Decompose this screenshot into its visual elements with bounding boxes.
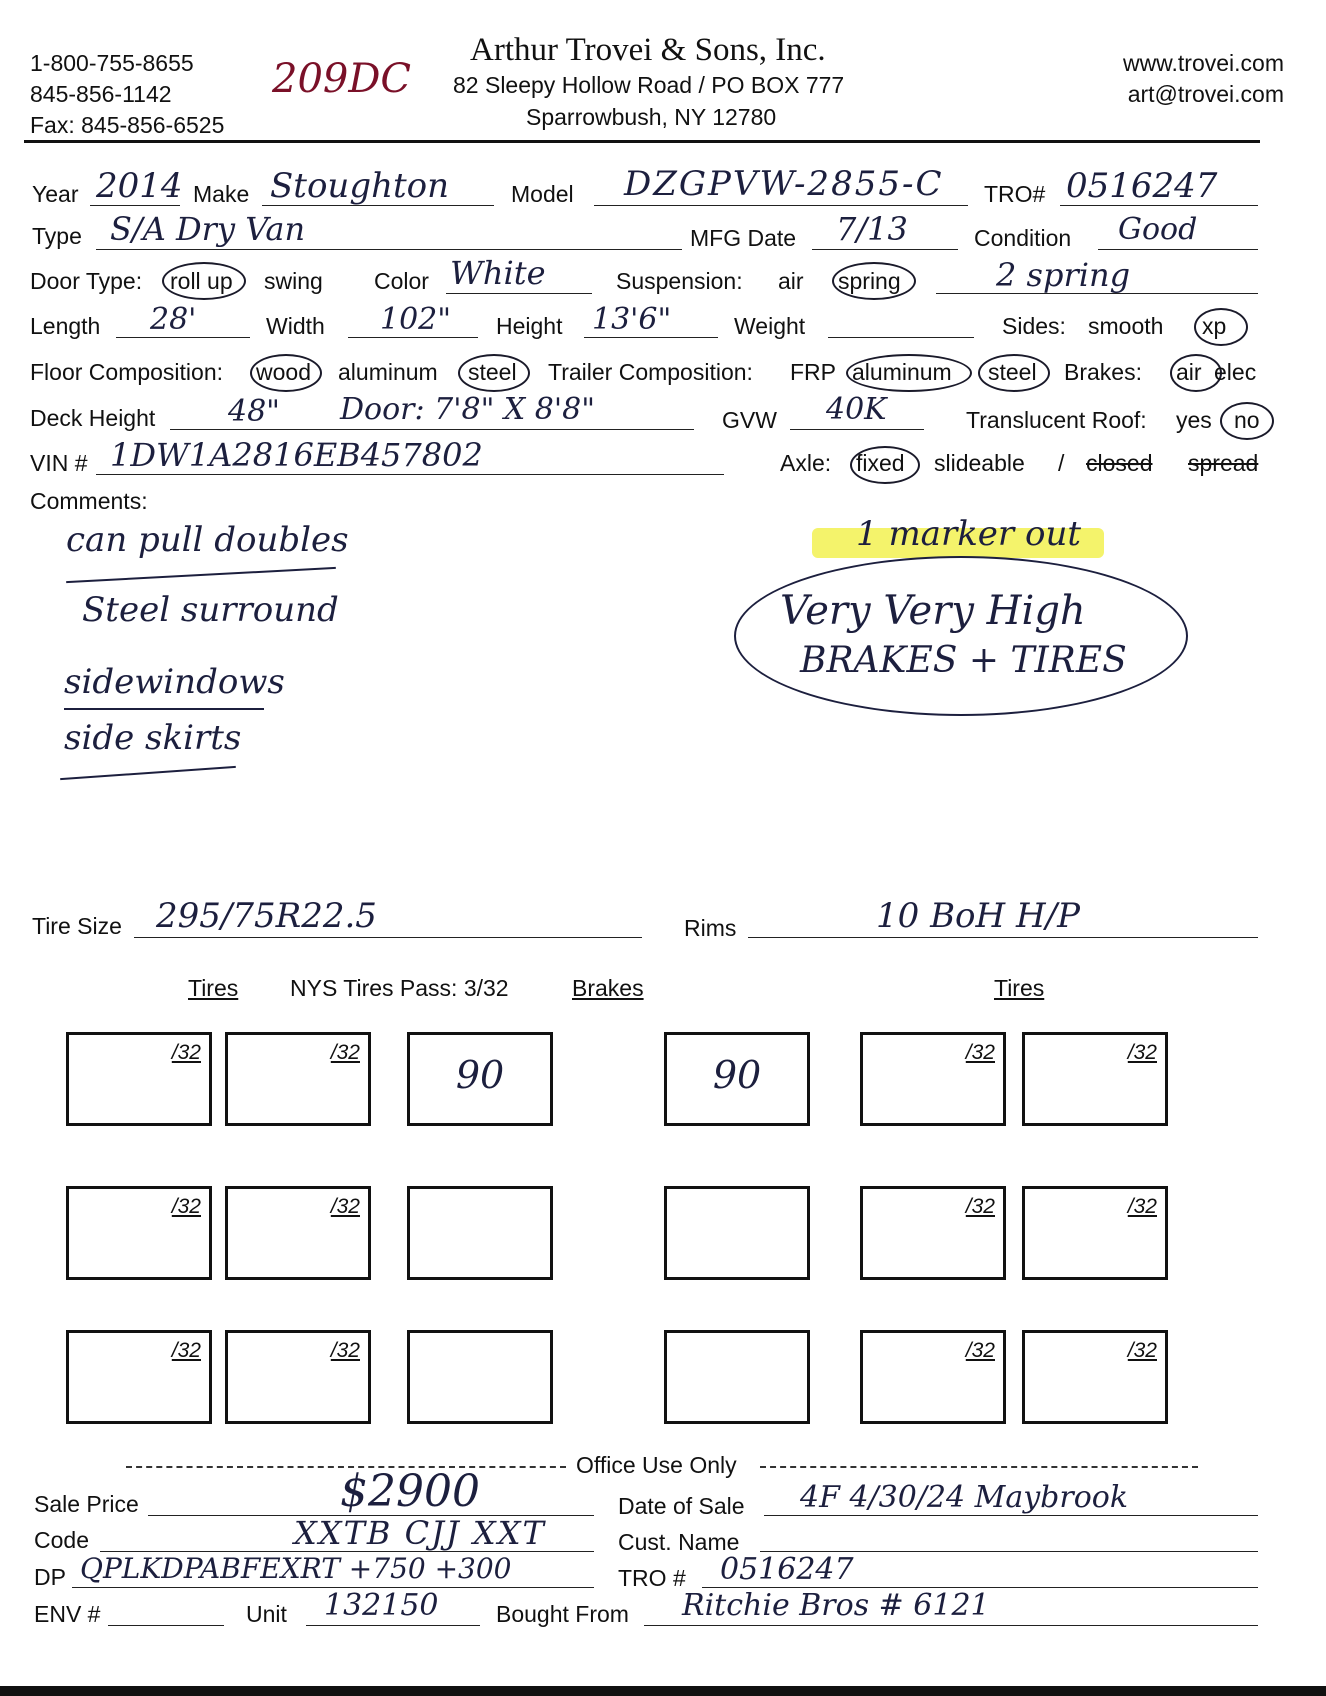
deck-height-value: 48" [228, 394, 280, 429]
bought-from-value: Ritchie Bros # 6121 [682, 1588, 990, 1623]
gvw-field[interactable] [790, 429, 924, 430]
address-1: 82 Sleepy Hollow Road / PO BOX 777 [453, 72, 845, 98]
axle-slash: / [1058, 450, 1065, 476]
color-value: White [450, 254, 546, 292]
company-name: Arthur Trovei & Sons, Inc. [470, 32, 826, 68]
bought-from-label: Bought From [496, 1601, 629, 1627]
office-divider-right [760, 1466, 1198, 1468]
brakes-header: Brakes [572, 975, 644, 1001]
tire-fraction: /32 [171, 1195, 201, 1218]
brake-value: 90 [712, 1053, 762, 1097]
env-label: ENV # [34, 1601, 101, 1627]
length-label: Length [30, 313, 101, 339]
make-value: Stoughton [270, 166, 450, 206]
tire-box-r3-4[interactable] [1022, 1330, 1168, 1424]
tires-left-header: Tires [188, 975, 239, 1001]
unit-label: Unit [246, 1601, 287, 1627]
tire-fraction: /32 [1127, 1195, 1157, 1218]
comment-1: can pull doubles [66, 520, 349, 560]
tire-fraction: /32 [330, 1339, 360, 1362]
width-value: 102" [380, 302, 452, 337]
condition-value: Good [1118, 212, 1198, 247]
type-label: Type [32, 223, 82, 249]
brakes-air-option[interactable]: air [1176, 359, 1202, 385]
tro-label: TRO# [984, 181, 1046, 207]
type-value: S/A Dry Van [110, 210, 306, 248]
sale-price-label: Sale Price [34, 1491, 139, 1517]
door-rollup-circle [162, 262, 246, 300]
suspension-label: Suspension: [616, 268, 743, 294]
deck-height-field[interactable] [170, 429, 694, 430]
door-dimensions-value: Door: 7'8" X 8'8" [340, 392, 596, 427]
office-tro-value: 0516247 [720, 1552, 854, 1587]
length-value: 28' [150, 302, 197, 337]
tire-box-r1-4[interactable] [1022, 1032, 1168, 1126]
comment-oval [734, 556, 1188, 716]
code-label: Code [34, 1527, 89, 1553]
model-value: DZGPVW-2855-C [624, 164, 944, 204]
axle-closed-option[interactable]: closed [1086, 450, 1153, 476]
trailer-aluminum-circle [846, 354, 972, 392]
unit-field[interactable] [306, 1625, 480, 1626]
office-tro-label: TRO # [618, 1565, 686, 1591]
suspension-spring-circle [832, 262, 916, 300]
brake-value: 90 [455, 1053, 505, 1097]
axle-fixed-option[interactable]: fixed [856, 450, 905, 476]
cust-name-label: Cust. Name [618, 1529, 740, 1555]
tire-box-r2-3[interactable] [860, 1186, 1006, 1280]
tire-box-r1-3[interactable] [860, 1032, 1006, 1126]
vin-value: 1DW1A2816EB457802 [110, 436, 483, 474]
door-rollup-option[interactable]: roll up [170, 268, 233, 294]
tire-fraction: /32 [330, 1041, 360, 1064]
roof-no-option[interactable]: no [1234, 407, 1260, 433]
floor-aluminum-option[interactable]: aluminum [338, 359, 438, 385]
header-divider [24, 140, 1260, 143]
tire-box-r1-2[interactable] [225, 1032, 371, 1126]
brakes-elec-option[interactable]: elec [1214, 359, 1257, 385]
height-field[interactable] [584, 337, 718, 338]
phone-1: 1-800-755-8655 [30, 50, 194, 76]
rims-field[interactable] [748, 937, 1258, 938]
year-value: 2014 [96, 166, 183, 206]
roof-yes-option[interactable]: yes [1176, 407, 1212, 433]
tire-size-label: Tire Size [32, 913, 122, 939]
trailer-steel-circle [978, 354, 1050, 392]
dp-label: DP [34, 1564, 66, 1590]
brake-box-r1-left[interactable] [407, 1032, 553, 1126]
tire-fraction: /32 [965, 1339, 995, 1362]
brake-box-r3-left[interactable] [407, 1330, 553, 1424]
oval-line-2: BRAKES + TIRES [800, 640, 1127, 681]
brake-box-r1-right[interactable] [664, 1032, 810, 1126]
vin-label: VIN # [30, 450, 88, 476]
model-field[interactable] [594, 205, 968, 206]
trailer-frp-option[interactable]: FRP [790, 359, 836, 385]
tire-fraction: /32 [965, 1041, 995, 1064]
comment-1-underline [66, 567, 336, 583]
sides-smooth-option[interactable]: smooth [1088, 313, 1164, 339]
date-of-sale-field[interactable] [764, 1515, 1258, 1516]
sides-xp-option[interactable]: xp [1202, 313, 1227, 339]
tire-size-field[interactable] [134, 937, 642, 938]
brake-box-r3-right[interactable] [664, 1330, 810, 1424]
vin-field[interactable] [96, 474, 724, 475]
gvw-value: 40K [826, 392, 887, 427]
height-label: Height [496, 313, 563, 339]
comment-3: sidewindows [64, 662, 285, 702]
tires-right-header: Tires [994, 975, 1045, 1001]
tro-value: 0516247 [1066, 166, 1218, 206]
oval-line-1: Very Very High [780, 588, 1086, 634]
tire-size-value: 295/75R22.5 [156, 896, 377, 936]
comment-2: Steel surround [82, 590, 339, 630]
date-of-sale-label: Date of Sale [618, 1493, 745, 1519]
door-swing-option[interactable]: swing [264, 268, 323, 294]
tire-fraction: /32 [965, 1195, 995, 1218]
comment-3-underline [64, 708, 264, 710]
rims-label: Rims [684, 915, 737, 941]
comment-4: side skirts [64, 718, 242, 758]
brakes-label: Brakes: [1064, 359, 1142, 385]
tire-box-r3-1[interactable] [66, 1330, 212, 1424]
tire-fraction: /32 [1127, 1339, 1157, 1362]
tire-box-r3-3[interactable] [860, 1330, 1006, 1424]
suspension-note-value: 2 spring [996, 256, 1131, 294]
unit-value: 132150 [324, 1588, 439, 1623]
fax: Fax: 845-856-6525 [30, 112, 225, 138]
office-use-title: Office Use Only [576, 1452, 737, 1478]
width-field[interactable] [348, 337, 478, 338]
make-label: Make [193, 181, 250, 207]
floor-wood-option[interactable]: wood [256, 359, 311, 385]
sale-price-value: $2900 [340, 1466, 480, 1517]
mfg-date-value: 7/13 [836, 210, 908, 248]
mfg-date-label: MFG Date [690, 225, 797, 251]
floor-steel-circle [458, 354, 530, 392]
brake-box-r2-left[interactable] [407, 1186, 553, 1280]
mfg-date-field[interactable] [812, 249, 958, 250]
website[interactable]: www.trovei.com [1122, 50, 1284, 76]
trailer-steel-option[interactable]: steel [988, 359, 1037, 385]
axle-slideable-option[interactable]: slideable [934, 450, 1025, 476]
sides-label: Sides: [1002, 313, 1066, 339]
sides-xp-circle [1194, 308, 1248, 346]
marker-out-note: 1 marker out [856, 514, 1082, 554]
gvw-label: GVW [722, 407, 777, 433]
floor-comp-label: Floor Composition: [30, 359, 224, 385]
length-field[interactable] [116, 337, 250, 338]
bought-from-field[interactable] [644, 1625, 1258, 1626]
dp-value: QPLKDPABFEXRT +750 +300 [80, 1552, 512, 1585]
condition-label: Condition [974, 225, 1072, 251]
axle-spread-option[interactable]: spread [1188, 450, 1259, 476]
type-field[interactable] [96, 249, 682, 250]
weight-field[interactable] [828, 337, 974, 338]
trailer-comp-label: Trailer Composition: [548, 359, 753, 385]
comments-label: Comments: [30, 488, 148, 514]
suspension-air-option[interactable]: air [778, 268, 804, 294]
date-of-sale-value: 4F 4/30/24 Maybrook [800, 1480, 1129, 1515]
phone-2: 845-856-1142 [30, 81, 172, 107]
address-2: Sparrowbush, NY 12780 [526, 104, 777, 130]
axle-label: Axle: [780, 450, 832, 476]
deck-height-label: Deck Height [30, 405, 156, 431]
tire-box-r2-2[interactable] [225, 1186, 371, 1280]
condition-field[interactable] [1098, 249, 1258, 250]
color-field[interactable] [446, 293, 592, 294]
color-label: Color [374, 268, 429, 294]
weight-label: Weight [734, 313, 806, 339]
translucent-roof-label: Translucent Roof: [966, 407, 1147, 433]
email[interactable]: art@trovei.com [1127, 81, 1284, 107]
tire-fraction: /32 [330, 1195, 360, 1218]
height-value: 13'6" [592, 302, 672, 337]
door-type-label: Door Type: [30, 268, 143, 294]
env-field[interactable] [108, 1625, 224, 1626]
axle-fixed-circle [850, 446, 920, 484]
trailer-aluminum-option[interactable]: aluminum [852, 359, 952, 385]
rims-value: 10 BoH H/P [876, 896, 1080, 936]
tire-fraction: /32 [171, 1339, 201, 1362]
handwritten-code: 209DC [272, 56, 412, 102]
tire-box-r3-2[interactable] [225, 1330, 371, 1424]
nys-tires-pass: NYS Tires Pass: 3/32 [290, 975, 509, 1001]
width-label: Width [266, 313, 325, 339]
tire-fraction: /32 [171, 1041, 201, 1064]
model-label: Model [511, 181, 574, 207]
tire-box-r1-1[interactable] [66, 1032, 212, 1126]
tire-box-r2-1[interactable] [66, 1186, 212, 1280]
code-value: XXTB CJJ XXT [294, 1514, 546, 1552]
floor-wood-circle [250, 354, 322, 392]
bottom-edge-bar [0, 1686, 1326, 1696]
roof-no-circle [1220, 402, 1274, 440]
brake-box-r2-right[interactable] [664, 1186, 810, 1280]
comment-4-underline [60, 766, 236, 780]
floor-steel-option[interactable]: steel [468, 359, 517, 385]
suspension-spring-option[interactable]: spring [838, 268, 901, 294]
year-label: Year [32, 181, 79, 207]
tire-fraction: /32 [1127, 1041, 1157, 1064]
tire-box-r2-4[interactable] [1022, 1186, 1168, 1280]
